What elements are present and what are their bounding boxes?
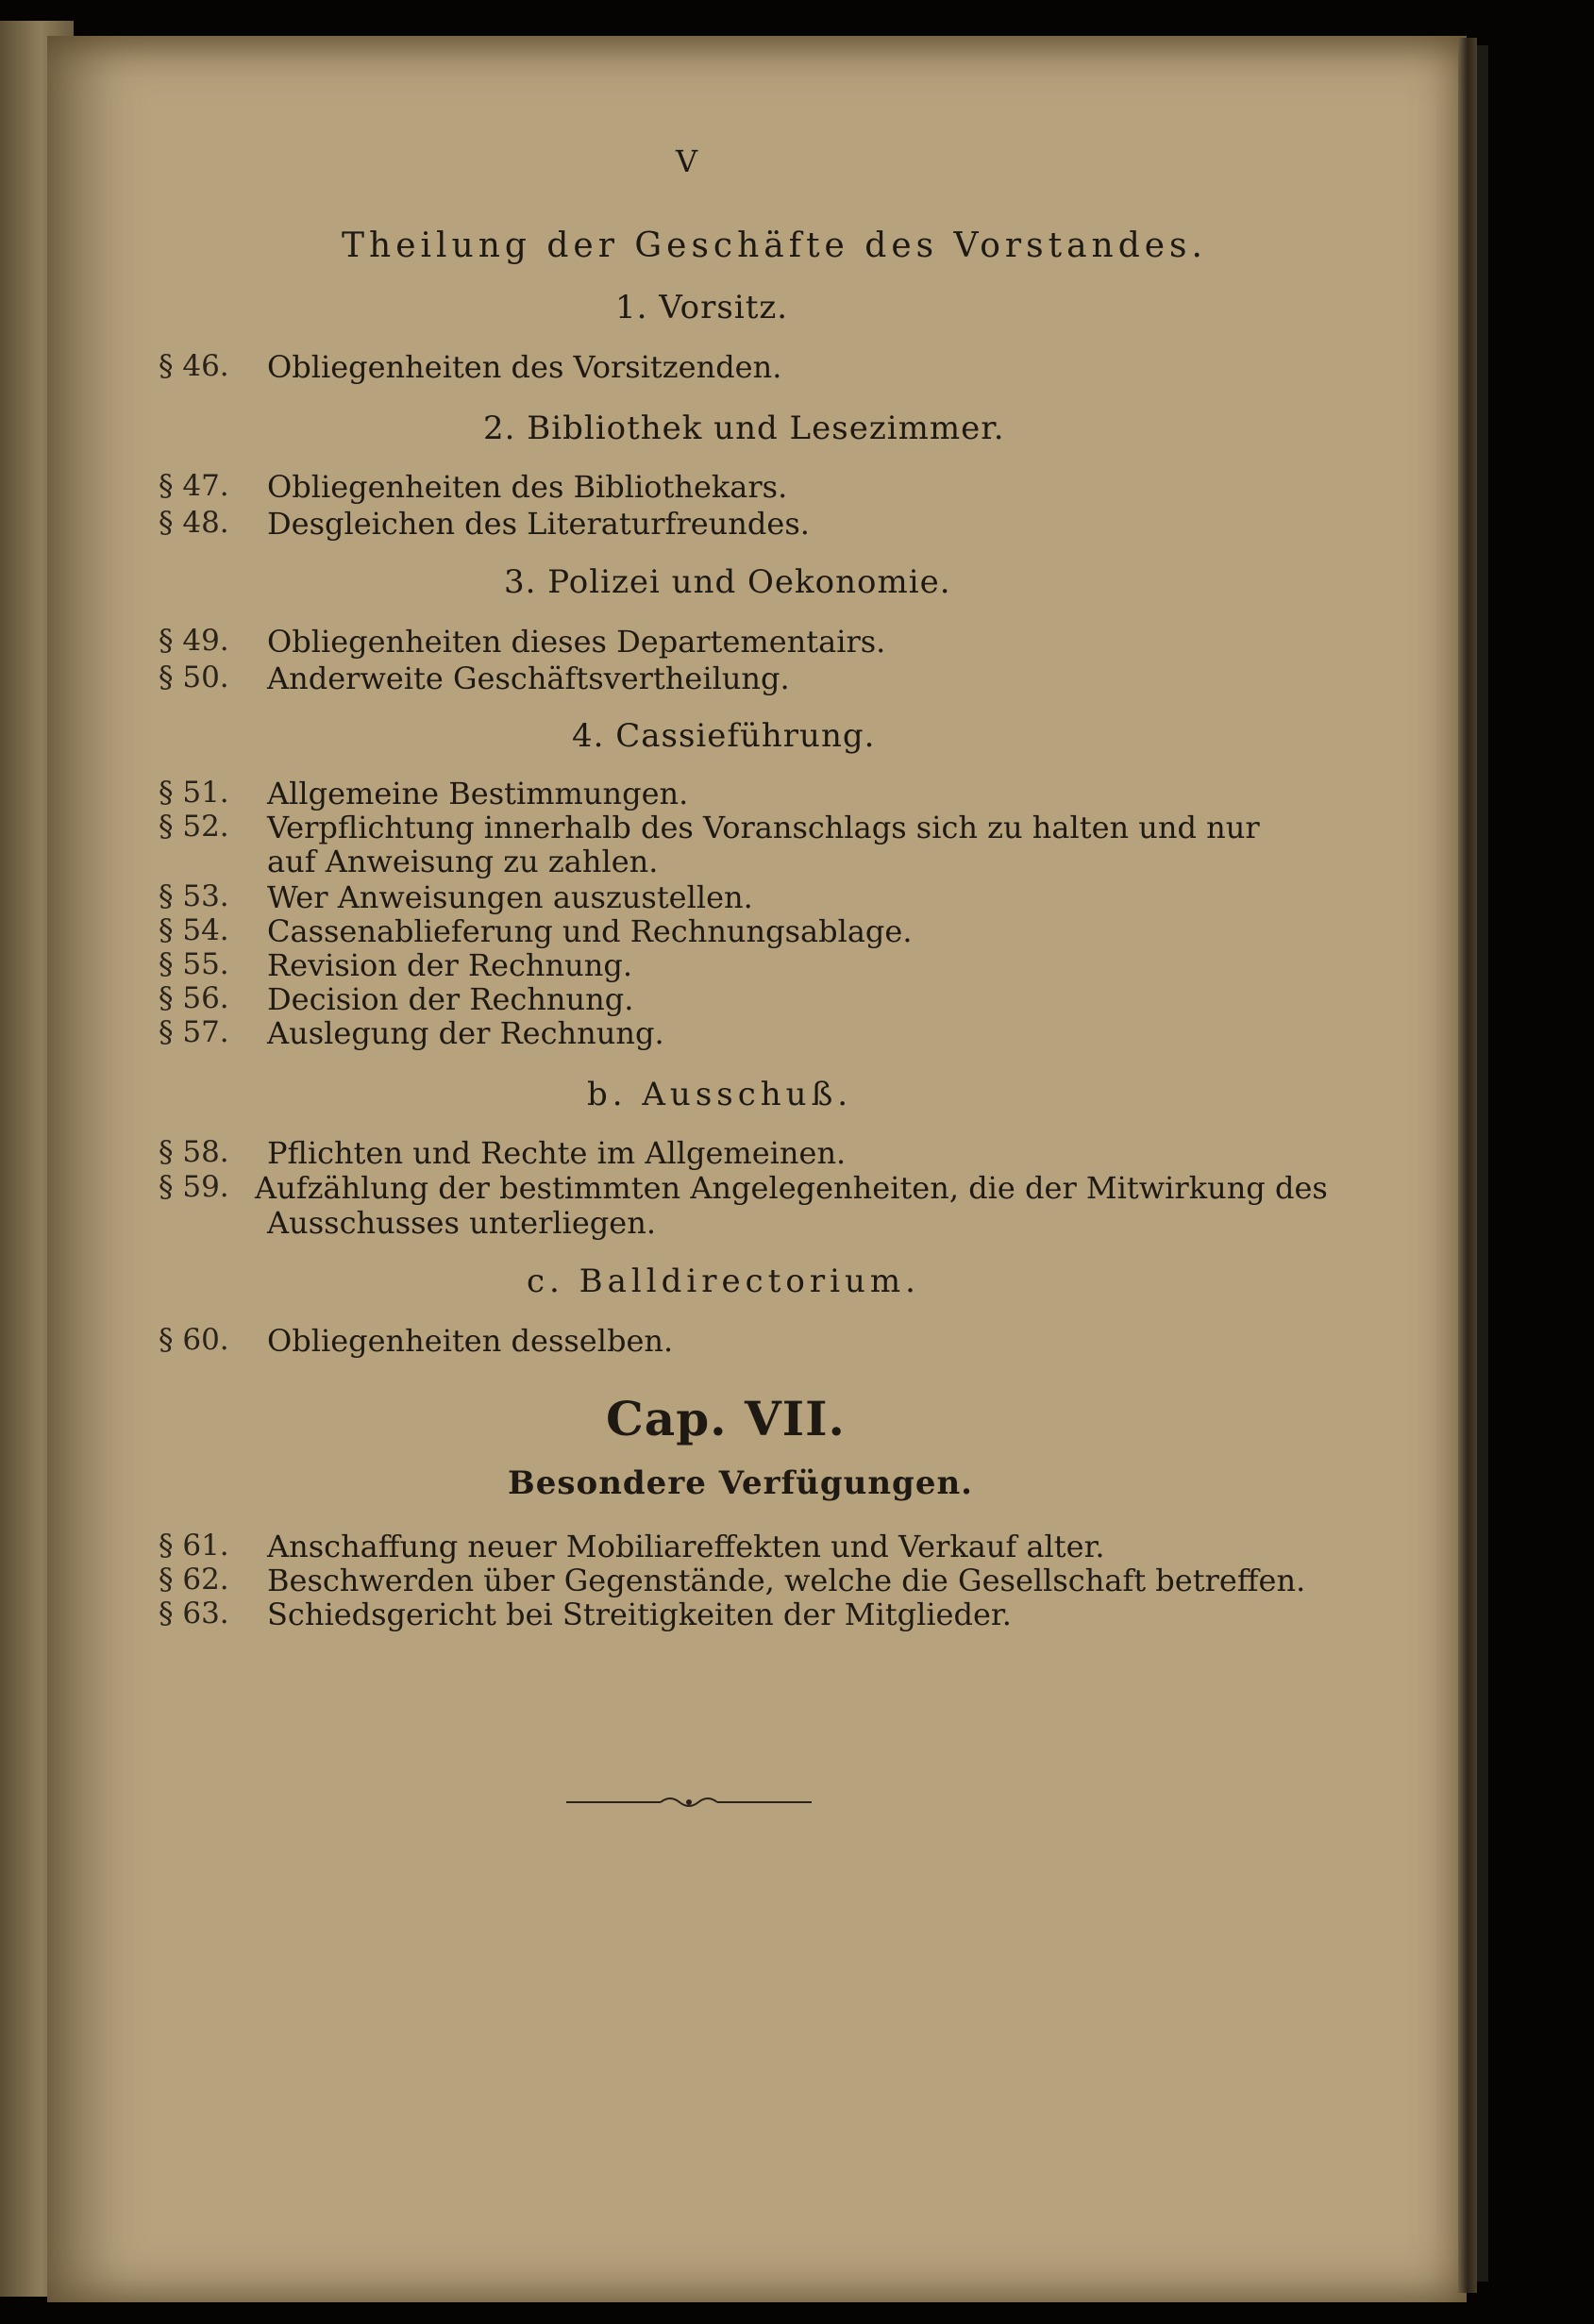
section-number: § 60. — [159, 1323, 229, 1357]
entry-text: Aufzählung der bestimmten Angelegenheiten, die der Mitwirkung des — [255, 1170, 1328, 1206]
section-number: § 54. — [159, 913, 229, 947]
entry-text: Anschaffung neuer Mobiliareffekten und Verkauf alter. — [267, 1529, 1105, 1564]
entry-text: Obliegenheiten desselben. — [267, 1323, 674, 1359]
section-number: § 48. — [159, 506, 229, 540]
entry-text: Allgemeine Bestimmungen. — [267, 776, 689, 811]
entry-text: Obliegenheiten des Vorsitzenden. — [267, 349, 782, 385]
entry-text: Decision der Rechnung. — [267, 981, 634, 1017]
section-number: § 46. — [159, 349, 229, 383]
entry-text: Pflichten und Rechte im Allgemeinen. — [267, 1135, 847, 1171]
entry-text: Anderweite Geschäftsvertheilung. — [267, 660, 790, 696]
group-title: 2. Bibliothek und Lesezimmer. — [483, 410, 1005, 447]
section-number: § 63. — [159, 1597, 229, 1630]
entry-text: Cassenablieferung und Rechnungsablage. — [267, 913, 913, 949]
entry-text: Revision der Rechnung. — [267, 947, 632, 983]
page-number: V — [676, 143, 698, 179]
section-heading: Theilung der Geschäfte des Vorstandes. — [342, 226, 1207, 265]
entry-text: Desgleichen des Literaturfreundes. — [267, 506, 810, 542]
chapter-subtitle: Besondere Verfügungen. — [508, 1464, 974, 1502]
group-title: 4. Cassieführung. — [572, 717, 876, 755]
section-number: § 55. — [159, 947, 229, 981]
section-number: § 59. — [159, 1170, 229, 1204]
entry-text: Obliegenheiten dieses Departementairs. — [267, 624, 886, 660]
entry-text: Obliegenheiten des Bibliothekars. — [267, 469, 788, 505]
entry-text-continued: auf Anweisung zu zahlen. — [267, 844, 659, 879]
section-number: § 62. — [159, 1563, 229, 1597]
section-number: § 53. — [159, 879, 229, 913]
entry-text: Schiedsgericht bei Streitigkeiten der Mitglieder. — [267, 1597, 1012, 1632]
group-title: b. Ausschuß. — [587, 1076, 853, 1113]
group-title: c. Balldirectorium. — [527, 1262, 920, 1300]
entry-text-continued: Ausschusses unterliegen. — [267, 1205, 656, 1241]
ornamental-divider — [566, 1793, 812, 1812]
section-number: § 47. — [159, 469, 229, 503]
page-edge — [1477, 45, 1488, 2282]
section-number: § 52. — [159, 810, 229, 844]
section-number: § 58. — [159, 1135, 229, 1169]
section-number: § 61. — [159, 1529, 229, 1563]
section-number: § 49. — [159, 624, 229, 658]
section-number: § 56. — [159, 981, 229, 1015]
section-number: § 50. — [159, 660, 229, 694]
entry-text: Wer Anweisungen auszustellen. — [267, 879, 753, 915]
entry-text: Verpflichtung innerhalb des Voranschlags sich zu halten und nur — [267, 810, 1260, 845]
entry-text: Beschwerden über Gegenstände, welche die Gesellschaft betreffen. — [267, 1563, 1306, 1598]
book-spine — [1458, 38, 1477, 2293]
group-title: 1. Vorsitz. — [615, 289, 789, 326]
entry-text: Auslegung der Rechnung. — [267, 1015, 664, 1051]
section-number: § 57. — [159, 1015, 229, 1049]
section-number: § 51. — [159, 776, 229, 810]
chapter-title: Cap. VII. — [606, 1391, 846, 1446]
group-title: 3. Polizei und Oekonomie. — [504, 563, 951, 601]
